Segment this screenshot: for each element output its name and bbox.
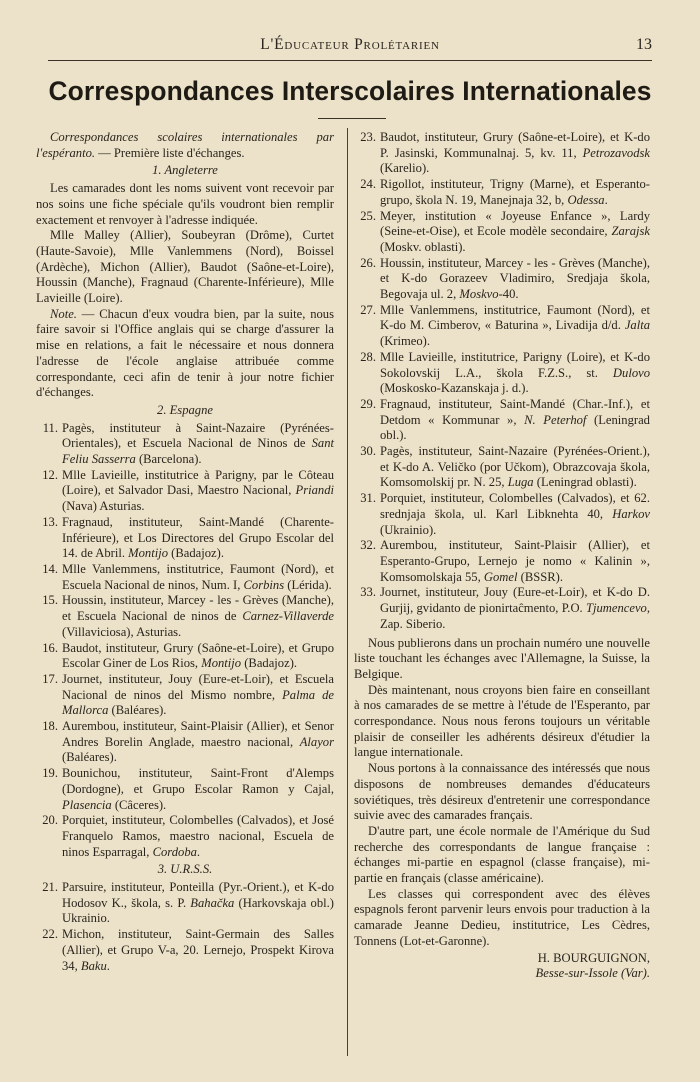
closing-paragraph-5: Les classes qui correspondent avec des élèves espagnols feront parvenir leurs envois pour traduction à la camarade Jeanne Dedieu, institutrice, Les Cèdres, Tonnens (Lot-et-Garonne). bbox=[354, 886, 650, 948]
entry-number: 17. bbox=[42, 671, 58, 686]
entry-place: Baku bbox=[80, 958, 107, 973]
right-column bbox=[354, 130, 650, 982]
column-divider bbox=[347, 128, 348, 1056]
entry-number: 24. bbox=[360, 177, 376, 192]
entry-number: 22. bbox=[42, 927, 58, 942]
note-label: Note. bbox=[50, 306, 77, 321]
entry-text: Baudot, instituteur, Grury (Saône-et-Loire), et Grupo Escolar Giner de Los Rios, bbox=[62, 640, 334, 671]
entry-text-end: . bbox=[604, 192, 608, 207]
entry-text-end: (Badajoz). bbox=[241, 656, 298, 671]
entry-place: Palma de Mallorca bbox=[62, 687, 335, 718]
entries-espagne bbox=[36, 421, 334, 861]
entry-number: 26. bbox=[360, 255, 376, 270]
exchange-entry bbox=[354, 397, 650, 444]
exchange-entry bbox=[354, 209, 650, 256]
entry-text: Journet, instituteur, Jouy (Eure-et-Loir), et Escuela Nacional de ninos del Mismo nombre, bbox=[62, 671, 334, 702]
entry-number: 27. bbox=[360, 302, 376, 317]
entry-place: Dulovo bbox=[612, 365, 650, 380]
section-heading-urss: 3. U.R.S.S. bbox=[157, 862, 213, 877]
closing-paragraph-1: Nous publierons dans un prochain numéro une nouvelle liste touchant les échanges avec l'Allemagne, la Suisse, la Belgique. bbox=[354, 635, 650, 681]
entry-place: Moskvo bbox=[459, 287, 499, 302]
exchange-entry bbox=[36, 766, 334, 813]
entry-text: Mlle Lavieille, institutrice à Parigny, par le Côteau (Loire), et Salvador Dasi, Maestro Nacional, bbox=[62, 467, 334, 498]
entry-place: Harkov bbox=[612, 506, 650, 521]
entry-text-end: (Leningrad oblasti). bbox=[533, 475, 637, 490]
entry-text-end: (Leningrad obl.). bbox=[380, 412, 650, 443]
entry-number: 32. bbox=[360, 538, 376, 553]
exchange-entry bbox=[36, 421, 334, 468]
entry-text: Bounichou, instituteur, Saint-Front d'Alemps (Dordogne), et Grupo Escolar Ramon y Cajal, bbox=[62, 766, 334, 796]
page-number: 13 bbox=[636, 36, 652, 53]
entry-text-end: (Baléares). bbox=[62, 750, 117, 765]
entry-number: 13. bbox=[42, 514, 58, 529]
entry-place: Jalta bbox=[624, 318, 650, 333]
entry-text: Mlle Vanlemmens, institutrice, Faumont (Nord), et K-do M. Cimberov, « Baturina », Livadija d/d. bbox=[380, 302, 650, 333]
entry-text-end: , Zap. Siberio. bbox=[380, 601, 650, 631]
intro-rest: — Première liste d'échanges. bbox=[95, 145, 245, 160]
entry-text: Fragnaud, instituteur, Saint-Mandé (Charente-Inférieure), et Los Directores del Grupo Escolar del 14. de Abril. bbox=[62, 514, 334, 561]
exchange-entry bbox=[36, 593, 334, 640]
entry-number: 31. bbox=[360, 491, 376, 506]
entry-text: Pagès, instituteur, Saint-Nazaire (Pyrénées-Orient.), et K-do A. Veličko (por Učkom), Obrazcovaja škola, Komsomolskij pr. N. 25, bbox=[380, 444, 650, 490]
exchange-entry bbox=[354, 303, 650, 350]
section-heading-espagne: 2. Espagne bbox=[157, 402, 213, 417]
entry-number: 12. bbox=[42, 467, 58, 482]
entry-place: Sant Feliu Sasserra bbox=[62, 436, 334, 467]
exchange-entry bbox=[354, 444, 650, 491]
entry-text-end: (Moskosko-Kazanskaja j. d.). bbox=[380, 381, 529, 396]
note-paragraph bbox=[36, 307, 334, 401]
angleterre-paragraph-2: Mlle Malley (Allier), Soubeyran (Drôme), Curtet (Haute-Savoie), Mlle Vanlemmens (Nord), Boissel (Ardèche), Michon (Allier), Baudot (Saône-et-Loire), Houssin (Manche), Fragnaud (Charente-Inférieure), Mlle Lavieille (Loire). bbox=[36, 228, 334, 306]
intro-italic: Correspondances scolaires internationales par l'espéranto. bbox=[36, 130, 334, 160]
entry-text-end: (Krimeo). bbox=[380, 334, 431, 349]
entry-number: 25. bbox=[360, 208, 376, 223]
entry-text: Fragnaud, instituteur, Saint-Mandé (Char.-Inf.), et Detdom « Kommunar », bbox=[380, 396, 650, 427]
exchange-entry bbox=[354, 130, 650, 177]
entry-number: 15. bbox=[42, 593, 58, 608]
intro-paragraph bbox=[36, 130, 334, 161]
headline-rule bbox=[318, 118, 386, 119]
entry-text-end: (Nava) Asturias. bbox=[62, 499, 145, 514]
exchange-entry bbox=[354, 538, 650, 585]
entry-text: Houssin, instituteur, Marcey - les - Grèves (Manche), et Escuela Nacional de ninos de bbox=[62, 593, 334, 624]
entry-number: 14. bbox=[42, 561, 58, 576]
entry-text-end: (BSSR). bbox=[517, 569, 563, 584]
entries-urss-right bbox=[354, 130, 650, 633]
section-heading-angleterre: 1. Angleterre bbox=[152, 163, 218, 178]
entry-place: Odessa bbox=[567, 192, 605, 207]
entry-text: Aurembou, instituteur, Saint-Plaisir (Allier), et Esperanto-Grupo, Lernejo je nomo « Kalinin », Komsomolskaja 55, bbox=[380, 538, 650, 584]
closing-paragraph-3: Nous portons à la connaissance des intéressés que nous disposons de nombreuses demandes d'éducateurs soviétiques, très désireux d'entretenir une correspondance suivie avec des camarades français. bbox=[354, 761, 650, 823]
note-text: — Chacun d'eux voudra bien, par la suite, nous faire savoir si l'Office anglais qui se charge d'assurer la mise en relations, a fait le nécessaire et nous donnera l'adresse de l'école anglaise attribuée comme correspondante, ceci afin de tenir à jour notre fichier d'échanges. bbox=[36, 306, 334, 400]
entry-place: N. Peterhof bbox=[524, 412, 587, 427]
entry-number: 29. bbox=[360, 396, 376, 411]
entry-text-end: (Ukrainio). bbox=[380, 522, 437, 537]
entry-text-end: (Harkovskaja obl.) Ukrainio. bbox=[62, 895, 334, 926]
entry-text-end: (Baléares). bbox=[108, 703, 167, 718]
running-header bbox=[48, 34, 652, 61]
entry-number: 23. bbox=[360, 130, 376, 144]
entry-text: Parsuire, instituteur, Ponteilla (Pyr.-Orient.), et K-do Hodosov K., škola, s. P. bbox=[62, 880, 334, 910]
entry-place: Montijo bbox=[201, 656, 242, 671]
entries-urss-left bbox=[36, 880, 334, 974]
exchange-entry bbox=[354, 491, 650, 538]
entry-text-end: -40. bbox=[498, 287, 519, 302]
entry-text-end: (Lérida). bbox=[284, 577, 332, 592]
article-headline: Correspondances Interscolaires Internationales bbox=[48, 76, 652, 106]
entry-number: 33. bbox=[360, 585, 376, 600]
entry-text: Porquiet, instituteur, Colombelles (Calvados), et 62. srednjaja škola, ul. Karl Libknehta 40, bbox=[380, 491, 650, 521]
signature-place: Besse-sur-Issole (Var). bbox=[535, 966, 650, 981]
exchange-entry bbox=[36, 880, 334, 927]
entry-place: Carnez-Villaverde bbox=[242, 609, 334, 624]
exchange-entry bbox=[36, 719, 334, 766]
entry-text-end: (Villaviciosa), Asturias. bbox=[62, 624, 182, 639]
entry-place: Bahačka bbox=[190, 895, 235, 910]
entry-text-end: . bbox=[106, 958, 110, 973]
exchange-entry bbox=[36, 562, 334, 593]
exchange-entry bbox=[36, 641, 334, 672]
entry-text-end: (Badajoz). bbox=[168, 546, 224, 561]
entry-number: 28. bbox=[360, 349, 376, 364]
entry-text: Aurembou, instituteur, Saint-Plaisir (Allier), et Senor Andres Borelin Anglade, maestro nacional, bbox=[62, 719, 334, 749]
exchange-entry bbox=[354, 256, 650, 303]
entry-number: 30. bbox=[360, 444, 376, 459]
entry-text-end: (Moskv. oblasti). bbox=[380, 239, 466, 254]
entry-place: Tjumencevo bbox=[585, 601, 647, 616]
exchange-entry bbox=[36, 672, 334, 719]
entry-number: 18. bbox=[42, 719, 58, 734]
entry-place: Luga bbox=[507, 475, 534, 490]
entry-place: Plasencia bbox=[62, 797, 112, 812]
entry-place: Gomel bbox=[483, 569, 518, 584]
exchange-entry bbox=[354, 585, 650, 632]
entry-text: Meyer, institution « Joyeuse Enfance », Lardy (Seine-et-Oise), et Ecole modèle secondaire, bbox=[380, 208, 650, 239]
exchange-entry bbox=[36, 813, 334, 860]
closing-paragraph-4: D'autre part, une école normale de l'Amérique du Sud recherche des correspondants de langue française : échanges mi-partie en espagnol (classe française), mi-partie en français (classe américaine). bbox=[354, 823, 650, 886]
entry-number: 21. bbox=[42, 880, 58, 895]
entry-place: Cordoba bbox=[152, 844, 197, 859]
entry-text: Porquiet, instituteur, Colombelles (Calvados), et José Franquelo Ramos, maestro nacional, Escuela de ninos Esparragal, bbox=[62, 813, 334, 859]
entry-text: Journet, instituteur, Jouy (Eure-et-Loir), et K-do D. Gurjij, gvidanto de pionirtaĉmento, P.O. bbox=[380, 585, 650, 616]
entry-place: Montijo bbox=[128, 546, 169, 561]
angleterre-paragraph-1: Les camarades dont les noms suivent vont recevoir par nos soins une fiche spéciale qu'ils voudront bien remplir exactement et renvoyer à l'adresse indiquée. bbox=[36, 181, 334, 227]
entry-text-end: . bbox=[196, 844, 201, 859]
entry-text: Baudot, instituteur, Grury (Saône-et-Loire), et K-do P. Jasinski, Kommunalnaj. 5, kv. 11, bbox=[380, 130, 650, 160]
left-column bbox=[36, 130, 334, 974]
entry-text: Mlle Vanlemmens, institutrice, Faumont (Nord), et Escuela Nacional de ninos, Num. I, bbox=[62, 561, 334, 592]
entry-place: Corbins bbox=[243, 577, 285, 592]
exchange-entry bbox=[36, 468, 334, 515]
signature-name: H. BOURGUIGNON, bbox=[537, 950, 650, 965]
entry-number: 16. bbox=[42, 640, 58, 655]
entry-place: Alayor bbox=[299, 734, 334, 749]
exchange-entry bbox=[36, 515, 334, 562]
entry-text: Houssin, instituteur, Marcey - les - Grèves (Manche), et K-do Gorazeev Vladimiro, Sredjaja škola, Begovaja ul. 2, bbox=[380, 255, 650, 302]
entry-number: 11. bbox=[42, 420, 58, 435]
entry-text: Mlle Lavieille, institutrice, Parigny (Loire), et K-do Sokolovskij L.A., škola F.Z.S., st. bbox=[380, 349, 650, 380]
entry-text-end: (Barcelona). bbox=[135, 452, 202, 467]
entry-number: 19. bbox=[42, 766, 58, 781]
exchange-entry bbox=[36, 927, 334, 974]
entry-text: Rigollot, instituteur, Trigny (Marne), et Esperanto-grupo, škola N. 19, Manejnaja 32, b, bbox=[380, 177, 650, 207]
closing-paragraph-2: Dès maintenant, nous croyons bien faire en conseillant à nos camarades de se mettre à l'étude de l'Esperanto, par correspondance. Nous nous ferons toujours un véritable plaisir de conseiller les adhérents désireux d'étudier la langue internationale. bbox=[354, 682, 650, 760]
entry-text: Michon, instituteur, Saint-Germain des Salles (Allier), et Grupo V-a, 20. Lernejo, Prospekt Kirova 34, bbox=[62, 927, 334, 973]
entry-text-end: (Câceres). bbox=[111, 797, 167, 812]
entry-number: 20. bbox=[42, 813, 58, 828]
entry-text-end: (Karelio). bbox=[380, 161, 430, 176]
entry-place: Petrozavodsk bbox=[582, 145, 650, 160]
exchange-entry bbox=[354, 177, 650, 208]
running-title: L'Éducateur Prolétarien bbox=[260, 36, 440, 53]
entry-text: Pagès, instituteur à Saint-Nazaire (Pyrénées-Orientales), et Escuela Nacional de Ninos de bbox=[62, 420, 334, 451]
exchange-entry bbox=[354, 350, 650, 397]
entry-place: Zarajsk bbox=[611, 224, 650, 239]
entry-place: Priandi bbox=[295, 483, 334, 498]
